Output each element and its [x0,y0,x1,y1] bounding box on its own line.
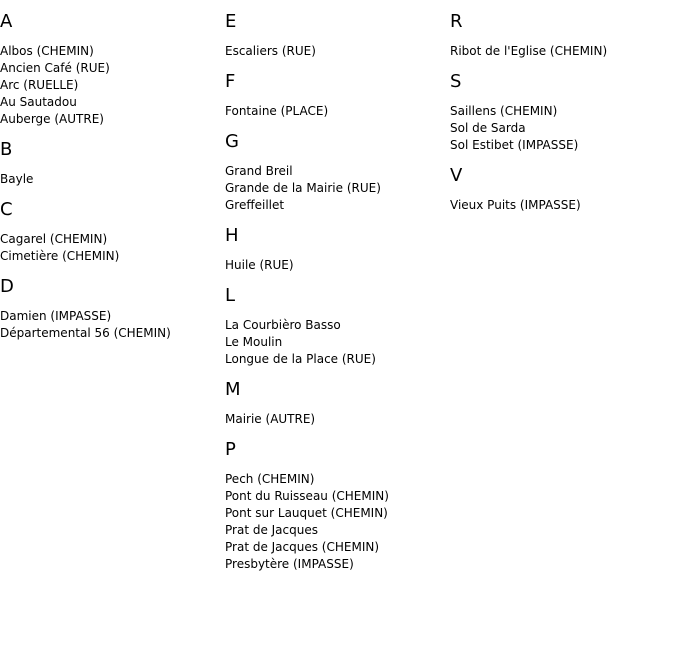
street-link[interactable]: Saillens (CHEMIN) [450,104,558,118]
letter-group-h [225,225,445,274]
street-link[interactable]: Arc (RUELLE) [0,78,79,92]
letter-heading: D [0,276,14,297]
letter-group-r [450,11,670,60]
letter-heading: C [0,199,13,220]
street-link[interactable]: Grand Breil [225,164,293,178]
letter-group-e [225,11,445,60]
letter-heading: G [225,131,239,152]
street-link[interactable]: Le Moulin [225,335,283,349]
street-link[interactable]: Bayle [0,172,34,186]
street-index-column-2 [225,11,445,584]
street-link[interactable]: Albos (CHEMIN) [0,44,94,58]
street-list [450,43,670,60]
letter-heading: P [225,439,236,460]
street-list [225,103,445,120]
street-link[interactable]: La Courbièro Basso [225,318,341,332]
street-link[interactable]: Fontaine (PLACE) [225,104,329,118]
letter-group-s [450,71,670,154]
street-list [225,163,445,214]
street-link[interactable]: Pech (CHEMIN) [225,472,315,486]
street-link[interactable]: Prat de Jacques [225,523,318,537]
letter-group-g [225,131,445,214]
street-index-column-1 [0,11,220,353]
letter-heading: R [450,11,463,32]
street-list [0,231,220,265]
street-list [225,43,445,60]
street-link[interactable]: Ancien Café (RUE) [0,61,110,75]
letter-heading: E [225,11,237,32]
street-link[interactable]: Auberge (AUTRE) [0,112,104,126]
street-link[interactable]: Sol de Sarda [450,121,526,135]
street-link[interactable]: Huile (RUE) [225,258,294,272]
letter-heading: M [225,379,241,400]
street-list [0,43,220,128]
letter-group-b [0,139,220,188]
letter-group-p [225,439,445,573]
letter-group-c [0,199,220,265]
street-list [0,171,220,188]
street-link[interactable]: Presbytère (IMPASSE) [225,557,354,571]
street-link[interactable]: Au Sautadou [0,95,77,109]
letter-group-m [225,379,445,428]
letter-heading: S [450,71,462,92]
street-link[interactable]: Pont du Ruisseau (CHEMIN) [225,489,389,503]
letter-group-a [0,11,220,128]
street-link[interactable]: Cagarel (CHEMIN) [0,232,108,246]
letter-heading: H [225,225,239,246]
street-list [225,317,445,368]
letter-group-v [450,165,670,214]
letter-heading: A [0,11,13,32]
letter-group-l [225,285,445,368]
street-list [225,411,445,428]
street-link[interactable]: Greffeillet [225,198,285,212]
street-link[interactable]: Damien (IMPASSE) [0,309,112,323]
street-link[interactable]: Sol Estibet (IMPASSE) [450,138,579,152]
letter-heading: L [225,285,236,306]
street-list [450,103,670,154]
street-link[interactable]: Grande de la Mairie (RUE) [225,181,381,195]
letter-group-d [0,276,220,342]
street-link[interactable]: Escaliers (RUE) [225,44,316,58]
street-list [0,308,220,342]
letter-heading: V [450,165,463,186]
street-list [225,257,445,274]
street-list [450,197,670,214]
street-link[interactable]: Pont sur Lauquet (CHEMIN) [225,506,388,520]
street-link[interactable]: Cimetière (CHEMIN) [0,249,120,263]
letter-heading: F [225,71,236,92]
street-index-column-3 [450,11,670,225]
letter-heading: B [0,139,13,160]
letter-group-f [225,71,445,120]
street-link[interactable]: Départemental 56 (CHEMIN) [0,326,171,340]
street-link[interactable]: Mairie (AUTRE) [225,412,316,426]
street-link[interactable]: Vieux Puits (IMPASSE) [450,198,581,212]
street-link[interactable]: Ribot de l'Eglise (CHEMIN) [450,44,608,58]
street-link[interactable]: Prat de Jacques (CHEMIN) [225,540,380,554]
street-list [225,471,445,573]
street-link[interactable]: Longue de la Place (RUE) [225,352,376,366]
